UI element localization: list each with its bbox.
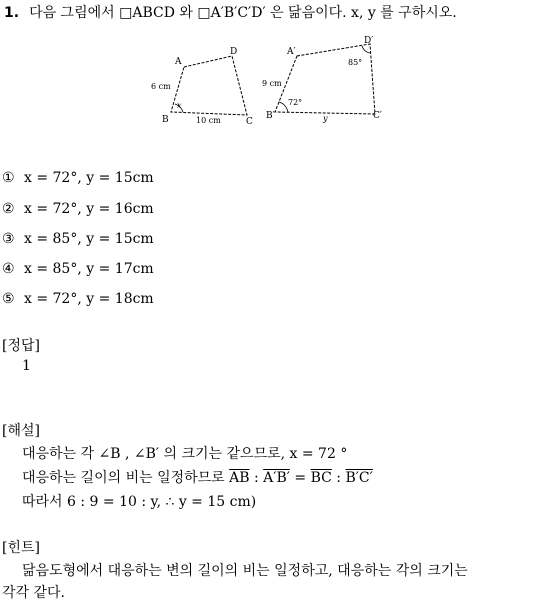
choice-text: x = 72°, y = 15cm: [24, 170, 154, 186]
choice-2[interactable]: [2, 201, 154, 217]
angle-bp-arc: [279, 102, 288, 112]
choice-mark: ③: [2, 231, 15, 247]
question-number: 1.: [4, 5, 20, 21]
label-dp: D′: [364, 36, 374, 46]
hint-label: [힌트]: [2, 540, 40, 556]
hint-line-1: 닮음도형에서 대응하는 변의 길이의 비는 일정하고, 대응하는 각의 크기는: [22, 563, 468, 579]
label-side-bc: 10 cm: [196, 116, 221, 125]
segment-apbp: A′B′: [263, 470, 290, 486]
answer-label: [정답]: [2, 338, 40, 354]
choice-5[interactable]: [2, 291, 154, 307]
choice-mark: ⑤: [2, 291, 15, 307]
question-text: 다음 그림에서 □ABCD 와 □A′B′C′D′ 은 닮음이다. x, y 를 구하시오.: [29, 5, 457, 21]
explanation-line-2-prefix: 대응하는 길이의 비는 일정하므로: [22, 470, 225, 486]
label-d: D: [230, 47, 238, 57]
label-side-ab: 6 cm: [151, 82, 171, 91]
choice-mark: ②: [2, 201, 15, 217]
question-title: [4, 2, 457, 22]
label-a: A: [175, 57, 182, 67]
choice-3[interactable]: [2, 231, 154, 247]
choice-1[interactable]: [2, 170, 154, 186]
label-cp: C′: [373, 111, 382, 121]
choice-text: x = 72°, y = 18cm: [24, 291, 154, 307]
choice-4[interactable]: [2, 261, 154, 277]
angle-dp-arc: [362, 46, 370, 53]
explanation-line-1: 대응하는 각 ∠B , ∠B′ 의 크기는 같으므로, x = 72 °: [22, 446, 348, 462]
choice-mark: ①: [2, 170, 15, 186]
label-ap: A′: [287, 47, 296, 57]
segment-bc: $\overline{BC}$: [310, 470, 332, 486]
quad-abcd: [171, 56, 247, 115]
hint-line-2: 각각 같다.: [2, 585, 65, 601]
label-side-bpcp: y: [323, 114, 328, 123]
label-angle-85: 85°: [348, 58, 363, 67]
equals-sign: =: [289, 470, 311, 486]
ratio-colon: :: [331, 470, 346, 486]
choice-text: x = 85°, y = 17cm: [24, 261, 154, 277]
label-b: B: [162, 115, 169, 125]
label-angle-72: 72°: [288, 98, 303, 107]
label-bp: B′: [266, 111, 275, 121]
label-side-apbp: 9 cm: [262, 79, 282, 88]
choice-mark: ④: [2, 261, 15, 277]
ratio-colon: :: [249, 470, 264, 486]
choice-text: x = 85°, y = 15cm: [24, 231, 154, 247]
segment-bpcp: B′C′: [345, 470, 373, 486]
explanation-line-3: 따라서 6 : 9 = 10 : y, ∴ y = 15 cm): [22, 494, 257, 510]
explanation-label: [해설]: [2, 423, 40, 439]
quadrilateral-figure: [145, 36, 390, 131]
explanation-line-2: [22, 467, 373, 487]
label-c: C: [246, 117, 253, 127]
choice-text: x = 72°, y = 16cm: [24, 201, 154, 217]
segment-ab: $\overline{AB}$: [229, 470, 250, 486]
answer-value: 1: [22, 358, 31, 374]
label-angle-x: x: [177, 101, 182, 110]
